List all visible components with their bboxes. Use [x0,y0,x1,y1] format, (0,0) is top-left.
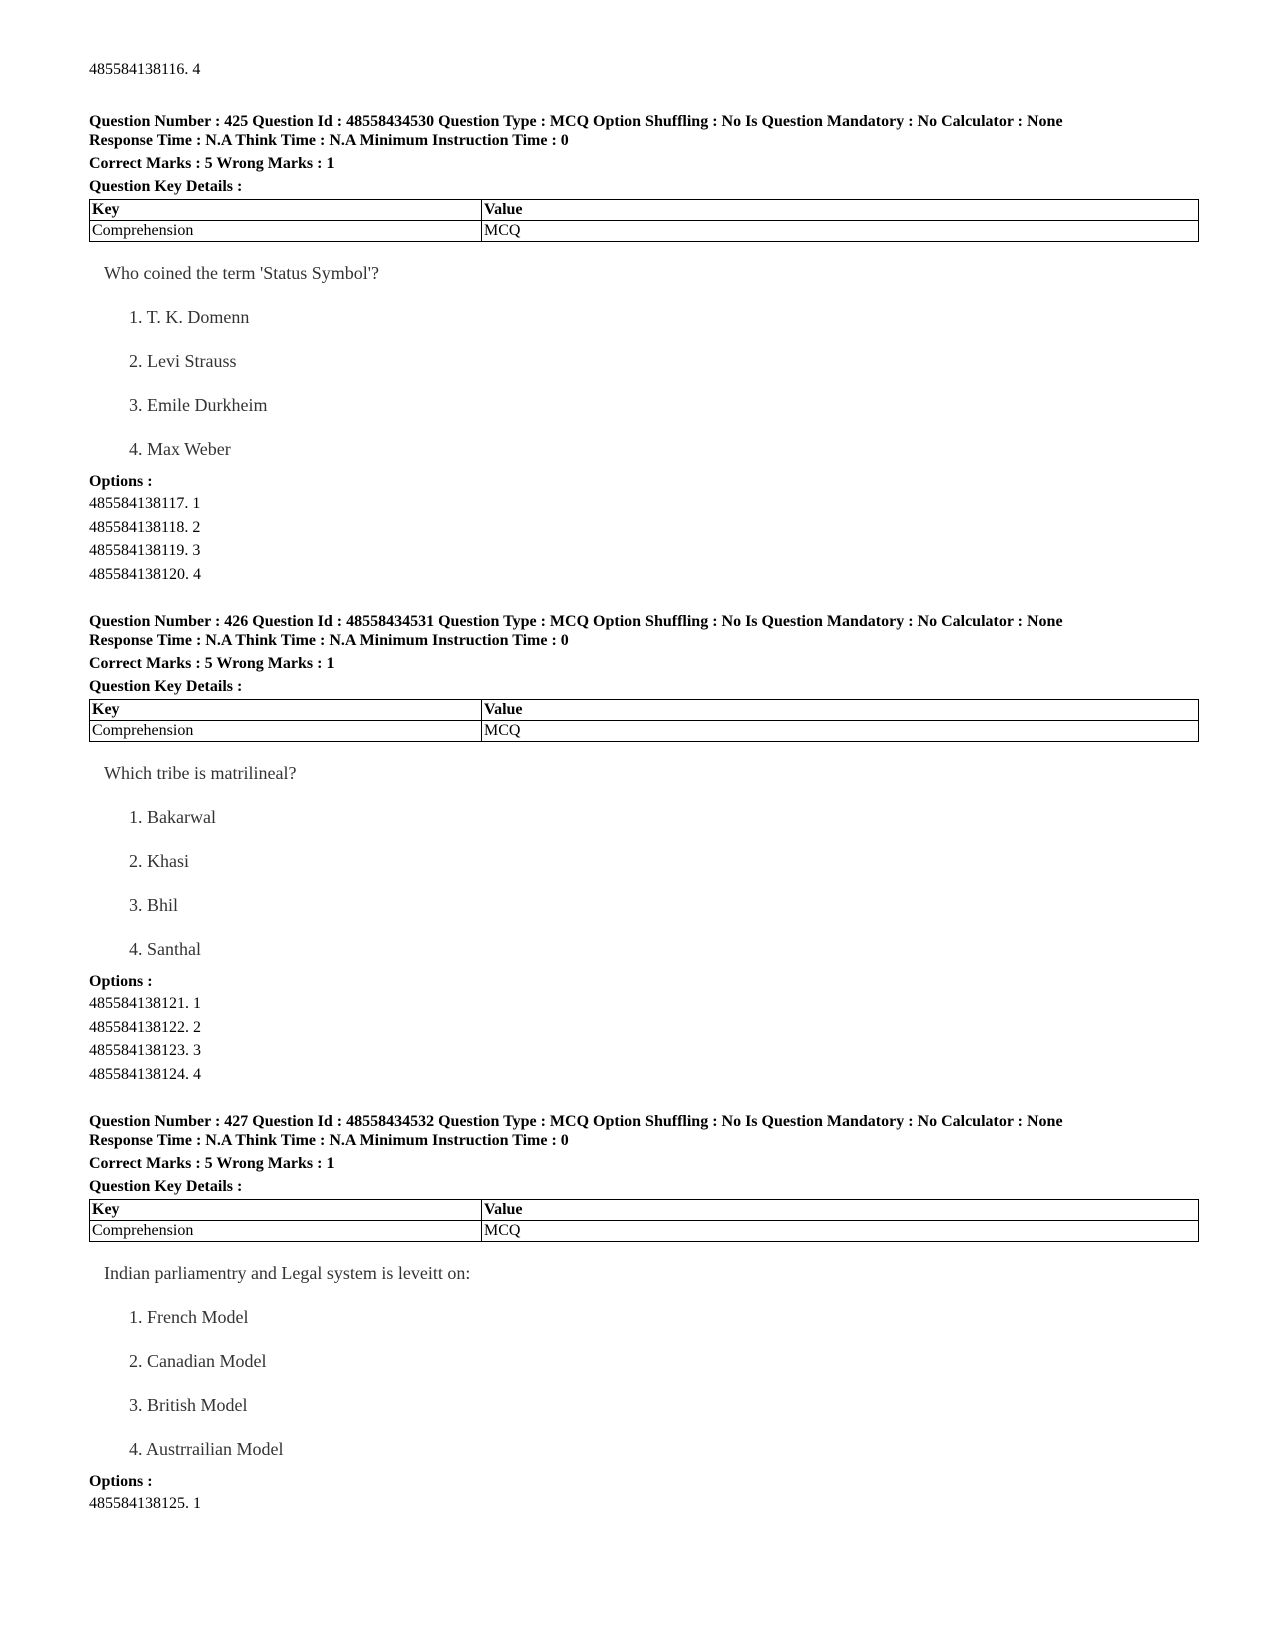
marks-line: Correct Marks : 5 Wrong Marks : 1 [89,155,335,172]
option-id-line: 485584138125. 1 [89,1495,201,1512]
choice-item: 1. French Model [129,1307,249,1327]
key-details-table [89,1199,1199,1242]
question-header-line-2: Response Time : N.A Think Time : N.A Minimum Instruction Time : 0 [89,632,569,649]
choice-item: 3. British Model [129,1395,248,1415]
question-meta [89,612,1199,696]
table-cell-key: Comprehension [90,221,482,242]
option-id-line: 485584138121. 1 [89,995,201,1012]
table-cell-value: MCQ [482,721,1199,742]
options-label: Options : [89,973,153,990]
choice-item: 2. Canadian Model [129,1351,267,1371]
option-id-line: 485584138118. 2 [89,518,201,536]
table-header-key: Key [90,1200,482,1221]
question-header-line-1: Question Number : 426 Question Id : 48558434531 Question Type : MCQ Option Shuffling : No Is Question Mandatory : No Calculator : None [89,613,1063,630]
question-header-line-2: Response Time : N.A Think Time : N.A Minimum Instruction Time : 0 [89,1132,569,1149]
option-id-line: 485584138116. 4 [89,61,201,78]
choice-item: 4. Austrrailian Model [129,1439,284,1459]
table-cell-value: MCQ [482,221,1199,242]
option-id-line: 485584138117. 1 [89,495,201,512]
choice-item: 4. Santhal [129,939,201,959]
question-header-line-1: Question Number : 427 Question Id : 48558434532 Question Type : MCQ Option Shuffling : No Is Question Mandatory : No Calculator : None [89,1113,1063,1130]
table-header-row [90,700,1199,721]
key-details-table [89,199,1199,242]
table-header-value: Value [482,200,1199,221]
table-cell-value: MCQ [482,1221,1199,1242]
table-header-value: Value [482,1200,1199,1221]
question-header-line-1: Question Number : 425 Question Id : 48558434530 Question Type : MCQ Option Shuffling : No Is Question Mandatory : No Calculator : None [89,113,1063,130]
question-meta [89,112,1199,196]
choice-item: 3. Emile Durkheim [129,395,268,415]
choice-item: 2. Levi Strauss [129,351,237,371]
question-meta [89,1112,1199,1196]
question-text: Indian parliamentry and Legal system is leveitt on: [104,1263,471,1283]
key-details-label: Question Key Details : [89,678,243,695]
choice-item: 3. Bhil [129,895,179,915]
choice-item: 1. T. K. Domenn [129,307,250,327]
table-cell-key: Comprehension [90,721,482,742]
option-id-line: 485584138119. 3 [89,542,201,559]
table-cell-key: Comprehension [90,1221,482,1242]
question-block-427 [89,1112,1199,1516]
option-id-line: 485584138122. 2 [89,1018,201,1036]
key-details-label: Question Key Details : [89,178,243,195]
key-details-label: Question Key Details : [89,1178,243,1195]
question-text: Which tribe is matrilineal? [104,763,297,783]
options-label: Options : [89,1473,153,1490]
table-header-key: Key [90,700,482,721]
choice-item: 1. Bakarwal [129,807,216,827]
question-block-425 [89,112,1199,586]
table-row [90,1221,1199,1242]
table-header-row [90,200,1199,221]
question-header-line-2: Response Time : N.A Think Time : N.A Minimum Instruction Time : 0 [89,132,569,149]
marks-line: Correct Marks : 5 Wrong Marks : 1 [89,1155,335,1172]
option-id-line: 485584138120. 4 [89,565,201,583]
table-header-value: Value [482,700,1199,721]
choice-item: 4. Max Weber [129,439,231,459]
options-label: Options : [89,473,153,490]
table-header-row [90,1200,1199,1221]
question-block-426 [89,612,1199,1086]
choice-item: 2. Khasi [129,851,189,871]
table-row [90,721,1199,742]
option-id-line: 485584138124. 4 [89,1065,201,1083]
table-row [90,221,1199,242]
marks-line: Correct Marks : 5 Wrong Marks : 1 [89,655,335,672]
question-text: Who coined the term 'Status Symbol'? [104,263,379,283]
key-details-table [89,699,1199,742]
table-header-key: Key [90,200,482,221]
option-id-line: 485584138123. 3 [89,1042,201,1059]
